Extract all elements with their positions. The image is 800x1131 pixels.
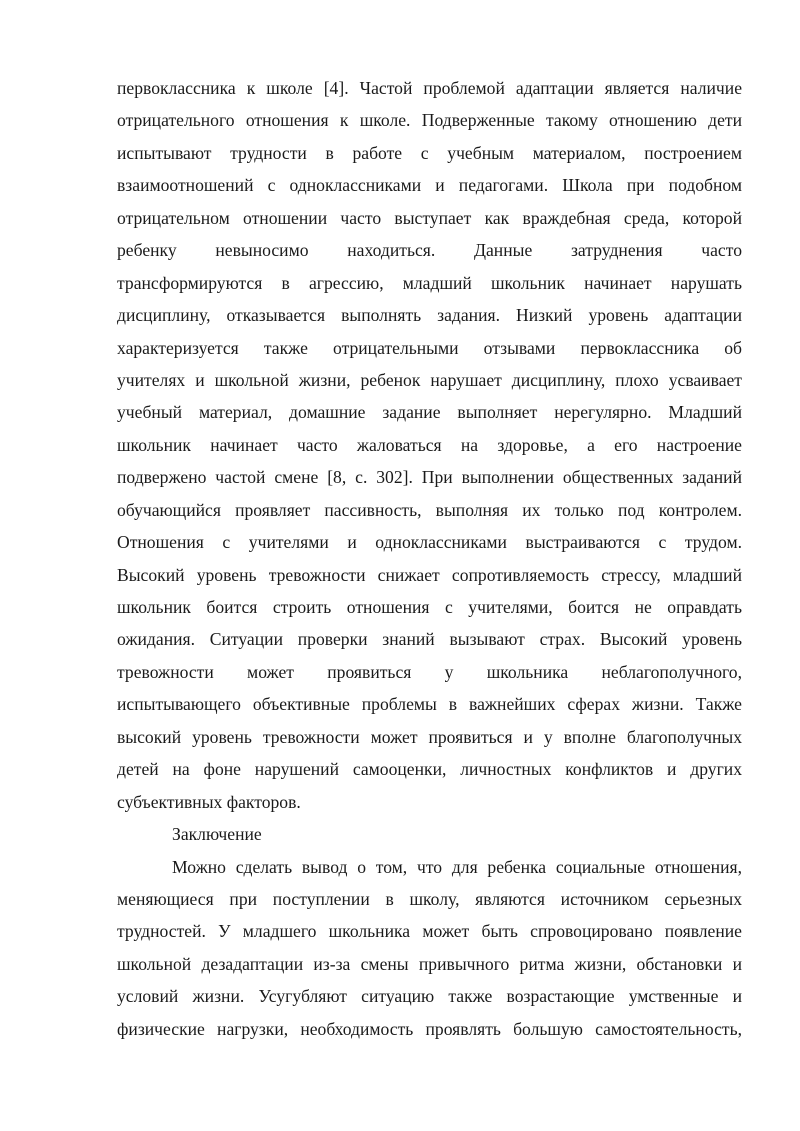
paragraph-line: трудностей. У младшего школьника может быть спровоцировано появление	[117, 921, 742, 942]
paragraph-line: школьник начинает часто жаловаться на здоровье, а его настроение	[117, 434, 742, 455]
paragraph-line: учебный материал, домашние задание выполняет нерегулярно. Младший	[117, 402, 742, 423]
paragraph-line: трансформируются в агрессию, младший школьник начинает нарушать	[117, 272, 742, 293]
document-body	[117, 72, 742, 1045]
paragraph-line: школьной дезадаптации из-за смены привычного ритма жизни, обстановки и	[117, 953, 742, 974]
paragraph-line: отрицательном отношении часто выступает как враждебная среда, которой	[117, 207, 742, 228]
paragraph-line: взаимоотношений с одноклассниками и педагогами. Школа при подобном	[117, 175, 742, 196]
paragraph-line: подвержено частой смене [8, с. 302]. При выполнении общественных заданий	[117, 467, 742, 488]
paragraph-line: ребенку невыносимо находиться. Данные затруднения часто	[117, 240, 742, 261]
conclusion-paragraph	[117, 851, 742, 1046]
section-heading: Заключение	[172, 824, 262, 845]
paragraph-line: обучающийся проявляет пассивность, выполняя их только под контролем.	[117, 499, 742, 520]
paragraph-line: дисциплину, отказывается выполнять задания. Низкий уровень адаптации	[117, 305, 742, 326]
paragraph-line: испытывают трудности в работе с учебным материалом, построением	[117, 142, 742, 163]
paragraph-line: первоклассника к школе [4]. Частой проблемой адаптации является наличие	[117, 78, 742, 98]
continuation-paragraph	[117, 72, 742, 818]
paragraph-line: высокий уровень тревожности может проявиться и у вполне благополучных	[117, 726, 742, 747]
paragraph-line: субъективных факторов.	[117, 791, 301, 812]
paragraph-line: учителях и школьной жизни, ребенок нарушает дисциплину, плохо усваивает	[117, 369, 742, 390]
paragraph-line: меняющиеся при поступлении в школу, являются источником серьезных	[117, 888, 742, 909]
paragraph-line: Можно сделать вывод о том, что для ребенка социальные отношения,	[172, 856, 742, 877]
paragraph-line: отрицательного отношения к школе. Подверженные такому отношению дети	[117, 110, 742, 131]
paragraph-line: Отношения с учителями и одноклассниками выстраиваются с трудом.	[117, 532, 742, 553]
paragraph-line: тревожности может проявиться у школьника неблагополучного,	[117, 661, 742, 682]
paragraph-line: испытывающего объективные проблемы в важнейших сферах жизни. Также	[117, 694, 742, 715]
paragraph-line: Высокий уровень тревожности снижает сопротивляемость стрессу, младший	[117, 564, 742, 585]
paragraph-line: ожидания. Ситуации проверки знаний вызывают страх. Высокий уровень	[117, 629, 742, 650]
paragraph-line: детей на фоне нарушений самооценки, личностных конфликтов и других	[117, 759, 742, 780]
paragraph-line: школьник боится строить отношения с учителями, боится не оправдать	[117, 597, 742, 617]
paragraph-line: характеризуется также отрицательными отзывами первоклассника об	[117, 337, 742, 358]
paragraph-line: физические нагрузки, необходимость проявлять большую самостоятельность,	[117, 1018, 742, 1039]
paragraph-line: условий жизни. Усугубляют ситуацию также возрастающие умственные и	[117, 986, 742, 1007]
